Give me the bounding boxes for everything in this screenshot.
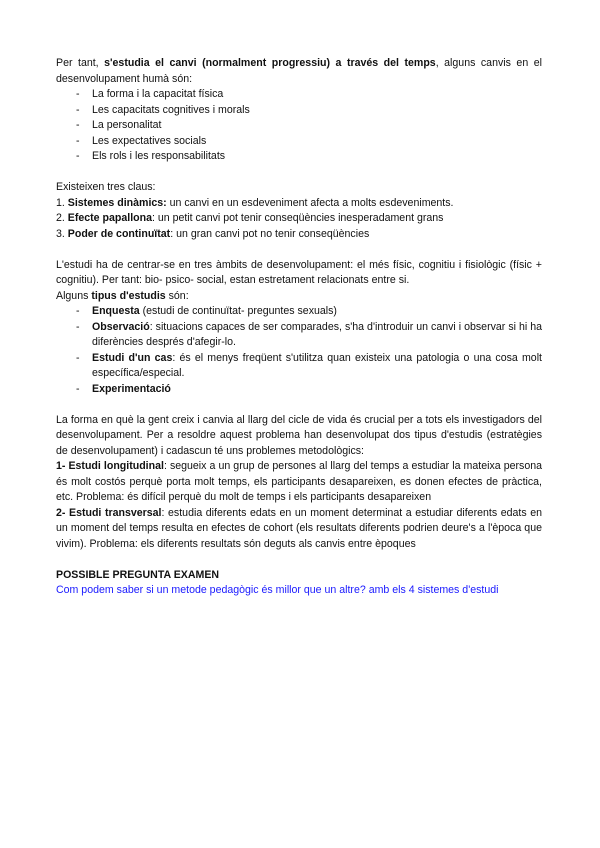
list-item: - La forma i la capacitat física [56,87,542,103]
study-types-intro: Alguns tipus d'estudis són: [56,289,189,302]
list-item: - Les expectatives socials [56,134,542,150]
list-item: - Els rols i les responsabilitats [56,149,542,165]
focus-paragraph: L'estudi ha de centrar-se en tres àmbits de desenvolupament: el més físic, cognitiu i fisiològic (físic + cognitiu). Per tant: bio- psico- social, estan estretament relacionats entre si. [56,258,542,286]
list-item: - Les capacitats cognitives i morals [56,103,542,119]
list-item: - Observació: situacions capaces de ser comparades, s'ha d'introduir un canvi i observar si hi ha diferències després d'afegir-lo. [56,320,542,351]
key-item: 1. Sistemes dinàmics: un canvi en un esdeveniment afecta a molts esdeveniments. [56,196,454,209]
list-item: - Estudi d'un cas: és el menys freqüent s'utilitza quan existeix una patologia o una cosa molt específica/especial. [56,351,542,382]
exam-heading: POSSIBLE PREGUNTA EXAMEN [56,568,220,581]
key-item: 2. Efecte papallona: un petit canvi pot tenir conseqüències inesperadament grans [56,212,444,224]
method-item: 2- Estudi transversal: estudia diferents edats en un moment determinat a estudiar diferents edats en un moment del temps resulta en efectes de cohort (els resultats diferents podrien deure's a l'època que vivim). Problema: els diferents resultats són deguts als canvis entre èpoques [56,506,542,550]
list-item: - Experimentació [56,382,542,398]
list-item: - Enquesta (estudi de continuïtat- preguntes sexuals) [56,304,542,320]
exam-question: Com podem saber si un metode pedagògic és millor que un altre? amb els 4 sistemes d'estudi [56,584,499,596]
method-item: 1- Estudi longitudinal: segueix a un grup de persones al llarg del temps a estudiar la mateixa persona és molt costós perquè porta molt temps, els participants desapareixen, es donen efectes de pràctica, etc. Problema: és difícil perquè du molt de temps i els participants desapareixen [56,460,542,503]
intro-paragraph: Per tant, s'estudia el canvi (normalment progressiu) a través del temps, alguns canvis en el desenvolupament humà són: [56,57,542,85]
keys-intro: Existeixen tres claus: [56,181,156,193]
document-page [56,56,542,599]
intro-emphasis: s'estudia el canvi (normalment progressiu) a través del temps [104,57,436,69]
key-item: 3. Poder de continuïtat: un gran canvi pot no tenir conseqüències [56,227,370,240]
methods-intro: La forma en què la gent creix i canvia al llarg del cicle de vida és crucial per a tots els investigadors del desenvolupament. Per a resoldre aquest problema han desenvolupat dos tipus d'estudis (estratègies de desenvolupament) i cadascun té uns problemes metodològics: [56,413,542,457]
study-types-list [56,304,542,397]
aspects-list [56,87,542,165]
list-item: - La personalitat [56,118,542,134]
